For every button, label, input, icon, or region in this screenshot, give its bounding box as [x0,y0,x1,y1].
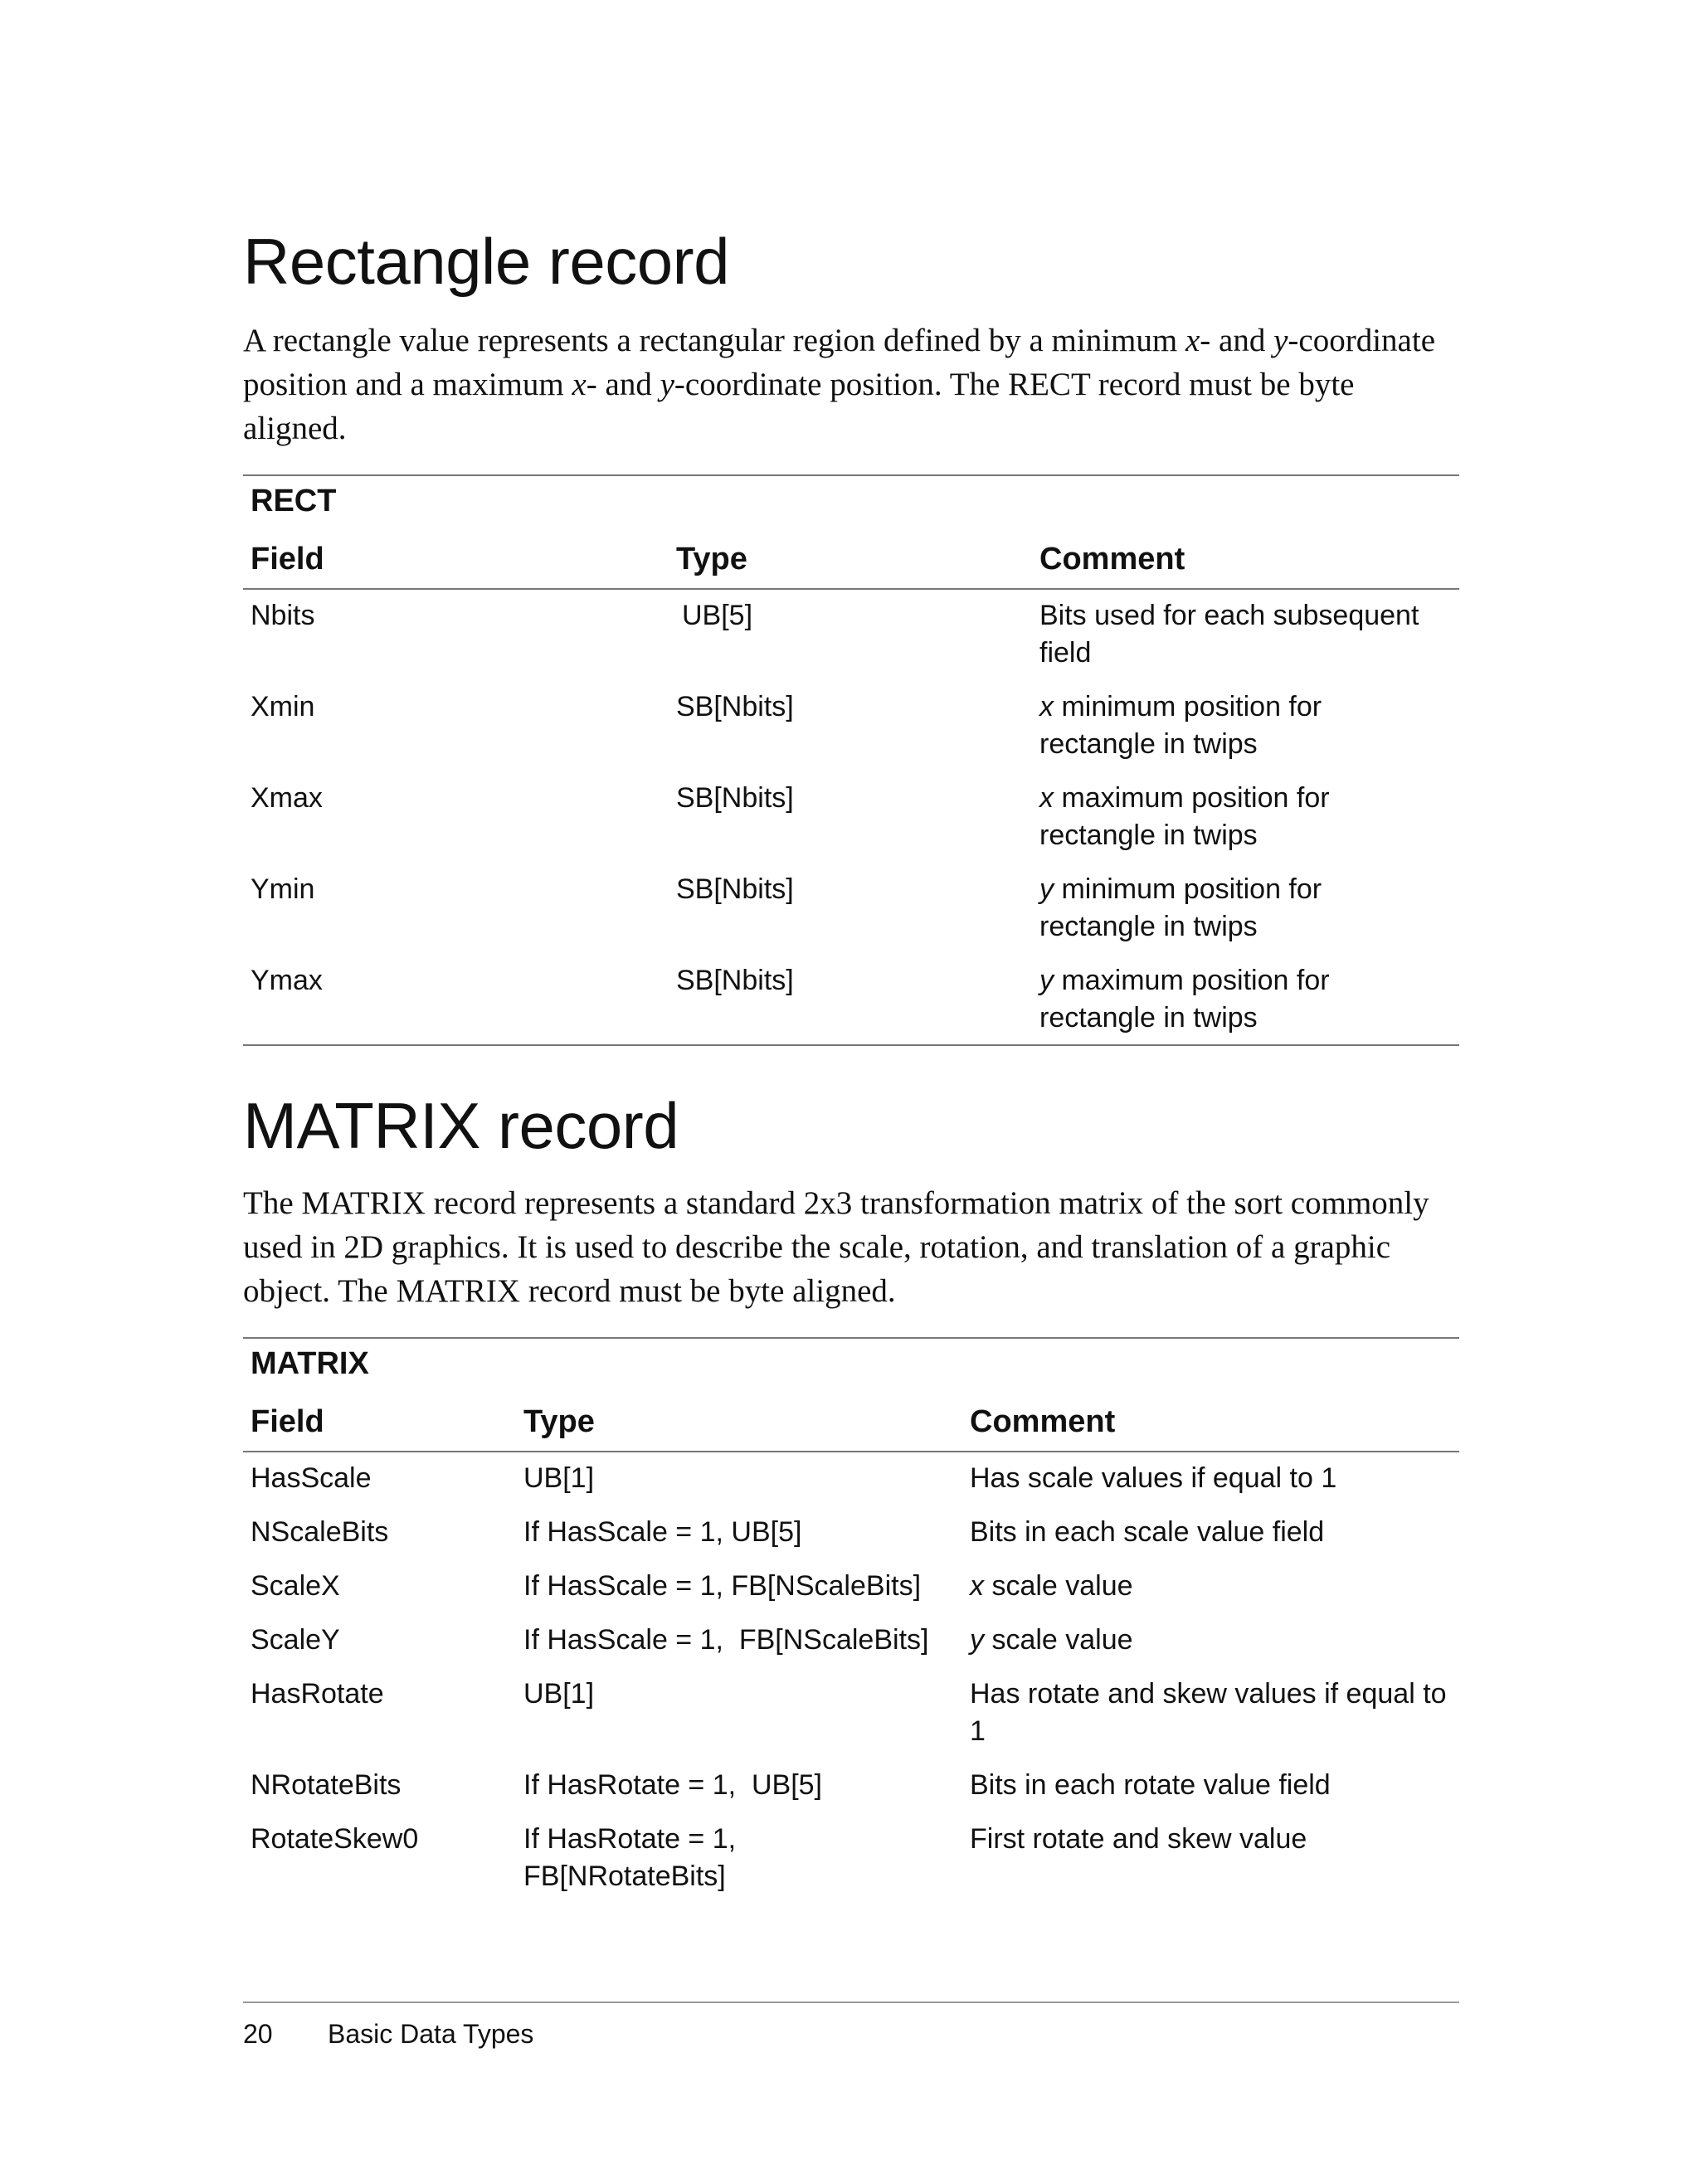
rect-row-comment [1039,688,1404,763]
rect-row-comment-text: Bits used for each subsequent field [1039,600,1419,669]
matrix-row-type: If HasRotate = 1, UB[5] [523,1769,823,1801]
matrix-table-caption: MATRIX [251,1346,369,1381]
rect-section-title: Rectangle record [243,225,729,298]
rect-row-comment [1039,597,1450,672]
matrix-row-type: UB[1] [523,1678,595,1710]
matrix-row-type: If HasRotate = 1, FB[NRotateBits] [523,1823,737,1892]
matrix-row-comment-text: Bits in each scale value field [970,1516,1325,1548]
matrix-row-field: ScaleY [251,1624,340,1656]
matrix-table-header-field: Field [251,1404,324,1439]
rect-row-field: Xmin [251,691,315,722]
rect-row-comment-italic: x [1039,691,1054,722]
matrix-row-comment-italic: x [970,1570,984,1602]
matrix-row-field: HasRotate [251,1678,384,1710]
rect-row-type: UB[5] [682,600,753,631]
rect-desc-part: -coordinate position. The RECT record must be byte aligned. [243,367,1355,446]
rect-row-comment-text: maximum position for rectangle in twips [1039,782,1330,851]
rect-row-comment-italic: y [1039,873,1054,905]
rect-desc-italic-y: y [1273,323,1288,358]
rect-row-type: SB[Nbits] [676,691,794,722]
matrix-row-comment-text: Has rotate and skew values if equal to 1 [970,1678,1447,1747]
matrix-table-header-type: Type [523,1404,595,1439]
matrix-row-comment [970,1460,1451,1497]
rect-table-header-field: Field [251,542,324,576]
rect-desc-italic-y: y [660,367,674,402]
matrix-row-type: UB[1] [523,1462,595,1494]
matrix-row-comment-text: First rotate and skew value [970,1823,1307,1855]
footer-chapter-title: Basic Data Types [328,2019,534,2049]
rect-row-field: Xmax [251,782,323,814]
matrix-row-field: NRotateBits [251,1769,402,1801]
matrix-row-comment [970,1676,1451,1750]
page-number: 20 [243,2019,273,2049]
rect-table-top-rule [243,474,1459,476]
rect-row-comment [1039,780,1404,854]
rect-table-header-comment: Comment [1039,542,1185,576]
matrix-row-type: If HasScale = 1, UB[5] [523,1516,802,1548]
rect-table-header-rule [243,588,1459,590]
rect-row-field: Nbits [251,600,315,631]
rect-row-type: SB[Nbits] [676,782,794,814]
rect-desc-part: - and [1200,323,1274,358]
matrix-row-comment [970,1622,1451,1659]
matrix-row-field: NScaleBits [251,1516,389,1548]
footer-rule [243,2002,1459,2003]
matrix-row-field: HasScale [251,1462,372,1494]
matrix-row-comment [970,1821,1451,1858]
rect-row-comment [1039,871,1404,946]
matrix-row-type: If HasScale = 1, FB[NScaleBits] [523,1624,929,1656]
rect-table-bottom-rule [243,1044,1459,1046]
rect-table-header-type: Type [676,542,747,576]
matrix-row-comment-text: Bits in each rotate value field [970,1769,1331,1801]
matrix-row-field: RotateSkew0 [251,1823,419,1855]
matrix-row-field: ScaleX [251,1570,340,1602]
rect-desc-part: -coordinate position and a maximum [243,323,1435,402]
rect-row-type: SB[Nbits] [676,873,794,905]
matrix-section-description: The MATRIX record represents a standard 2x3 transformation matrix of the sort commonly used in 2D graphics. It is used to describe the scale, rotation, and translation of a graphic object. The MATRIX record must be byte aligned. [243,1185,1429,1309]
rect-table-caption: RECT [251,484,337,518]
rect-row-comment-text: minimum position for rectangle in twips [1039,691,1322,760]
rect-desc-part: - and [586,367,660,402]
document-page [243,0,1459,2184]
matrix-row-comment [970,1568,1451,1605]
rect-row-comment-italic: x [1039,782,1054,814]
rect-row-comment-text: minimum position for rectangle in twips [1039,873,1322,942]
matrix-row-comment [970,1514,1451,1551]
matrix-row-comment-italic: y [970,1624,984,1656]
rect-desc-italic-x: x [1185,323,1200,358]
matrix-table-top-rule [243,1337,1459,1339]
matrix-section-title: MATRIX record [243,1089,679,1162]
rect-row-field: Ymin [251,873,315,905]
rect-row-comment-text: maximum position for rectangle in twips [1039,965,1330,1034]
rect-row-comment [1039,962,1404,1037]
rect-section-description [243,319,1459,450]
rect-row-comment-italic: y [1039,965,1054,996]
matrix-row-comment [970,1767,1451,1804]
matrix-row-comment-text: scale value [984,1624,1133,1656]
matrix-row-comment-text: scale value [984,1570,1133,1602]
matrix-row-type: If HasScale = 1, FB[NScaleBits] [523,1570,922,1602]
matrix-table-header-comment: Comment [970,1404,1116,1439]
rect-desc-italic-x: x [572,367,587,402]
matrix-row-comment-text: Has scale values if equal to 1 [970,1462,1337,1494]
rect-row-type: SB[Nbits] [676,965,794,996]
rect-desc-part: A rectangle value represents a rectangular region defined by a minimum [243,323,1185,358]
rect-row-field: Ymax [251,965,323,996]
matrix-table-header-rule [243,1451,1459,1452]
